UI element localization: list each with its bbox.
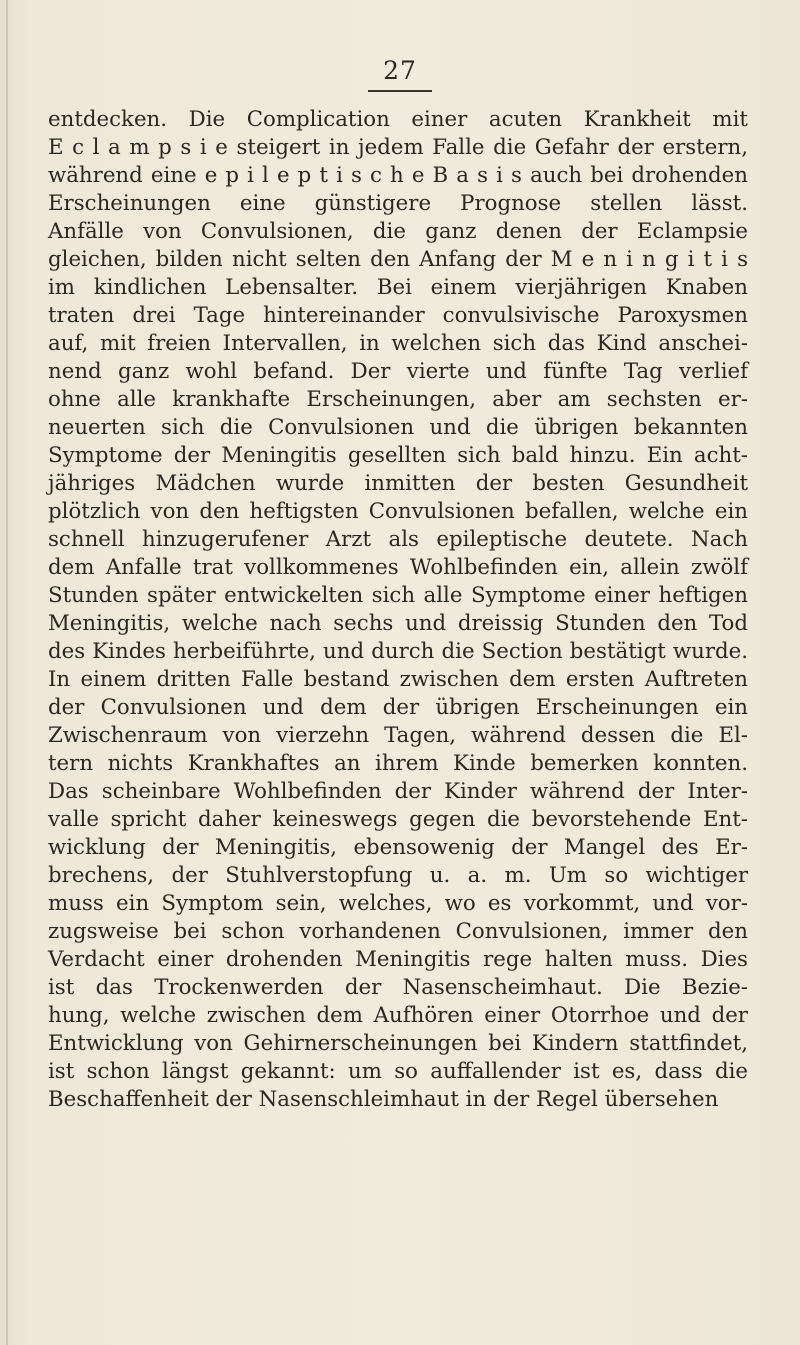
text-line: E c l a m p s i e steigert in jedem Falle die Gefahr der erstern,	[48, 135, 748, 160]
text-line: Das scheinbare Wohlbefinden der Kinder während der Inter-	[48, 779, 748, 804]
text-line: dem Anfalle trat vollkommenes Wohlbefinden ein, allein zwölf	[48, 555, 748, 580]
text-line: ist schon längst gekannt: um so auffallender ist es, dass die	[48, 1059, 748, 1084]
text-line: der Convulsionen und dem der übrigen Erscheinungen ein	[48, 695, 748, 720]
text-line: Stunden später entwickelten sich alle Symptome einer heftigen	[48, 583, 748, 608]
text-line: tern nichts Krankhaftes an ihrem Kinde bemerken konnten.	[48, 751, 748, 776]
text-line: auf, mit freien Intervallen, in welchen sich das Kind anschei-	[48, 331, 748, 356]
text-line: Symptome der Meningitis gesellten sich bald hinzu. Ein acht-	[48, 443, 748, 468]
text-line: neuerten sich die Convulsionen und die übrigen bekannten	[48, 415, 748, 440]
text-line: zugsweise bei schon vorhandenen Convulsionen, immer den	[48, 919, 748, 944]
text-line: plötzlich von den heftigsten Convulsionen befallen, welche ein	[48, 499, 748, 524]
page-number-rule	[368, 90, 432, 92]
text-line: entdecken. Die Complication einer acuten Krankheit mit	[48, 107, 748, 132]
page-number: 27	[383, 56, 417, 85]
text-line: während eine e p i l e p t i s c h e B a s i s auch bei drohenden	[48, 163, 748, 188]
text-line: ist das Trockenwerden der Nasenscheimhaut. Die Bezie-	[48, 975, 748, 1000]
text-line: im kindlichen Lebensalter. Bei einem vierjährigen Knaben	[48, 275, 748, 300]
text-line: ohne alle krankhafte Erscheinungen, aber am sechsten er-	[48, 387, 748, 412]
text-line: Beschaffenheit der Nasenschleimhaut in der Regel übersehen	[48, 1087, 719, 1112]
text-line: traten drei Tage hintereinander convulsivische Paroxysmen	[48, 303, 748, 328]
text-line: schnell hinzugerufener Arzt als epileptische deutete. Nach	[48, 527, 748, 552]
body-text	[48, 106, 748, 1114]
text-line: Verdacht einer drohenden Meningitis rege halten muss. Dies	[48, 947, 748, 972]
text-line: Anfälle von Convulsionen, die ganz denen der Eclampsie	[48, 219, 748, 244]
text-line: jähriges Mädchen wurde inmitten der besten Gesundheit	[48, 471, 748, 496]
text-line: brechens, der Stuhlverstopfung u. a. m. Um so wichtiger	[48, 863, 748, 888]
text-line: gleichen, bilden nicht selten den Anfang der M e n i n g i t i s	[48, 247, 748, 272]
page-gutter-edge	[6, 0, 8, 1345]
text-line: Erscheinungen eine günstigere Prognose stellen lässt.	[48, 191, 748, 216]
text-line: hung, welche zwischen dem Aufhören einer Otorrhoe und der	[48, 1003, 748, 1028]
text-line: Entwicklung von Gehirnerscheinungen bei Kindern stattfindet,	[48, 1031, 748, 1056]
text-line: Meningitis, welche nach sechs und dreissig Stunden den Tod	[48, 611, 748, 636]
text-line: valle spricht daher keineswegs gegen die bevorstehende Ent-	[48, 807, 748, 832]
text-line: nend ganz wohl befand. Der vierte und fünfte Tag verlief	[48, 359, 748, 384]
text-line: wicklung der Meningitis, ebensowenig der Mangel des Er-	[48, 835, 748, 860]
text-line: des Kindes herbeiführte, und durch die Section bestätigt wurde.	[48, 639, 748, 664]
text-line: Zwischenraum von vierzehn Tagen, während dessen die El-	[48, 723, 748, 748]
text-line: muss ein Symptom sein, welches, wo es vorkommt, und vor-	[48, 891, 748, 916]
text-line: In einem dritten Falle bestand zwischen dem ersten Auftreten	[48, 667, 748, 692]
